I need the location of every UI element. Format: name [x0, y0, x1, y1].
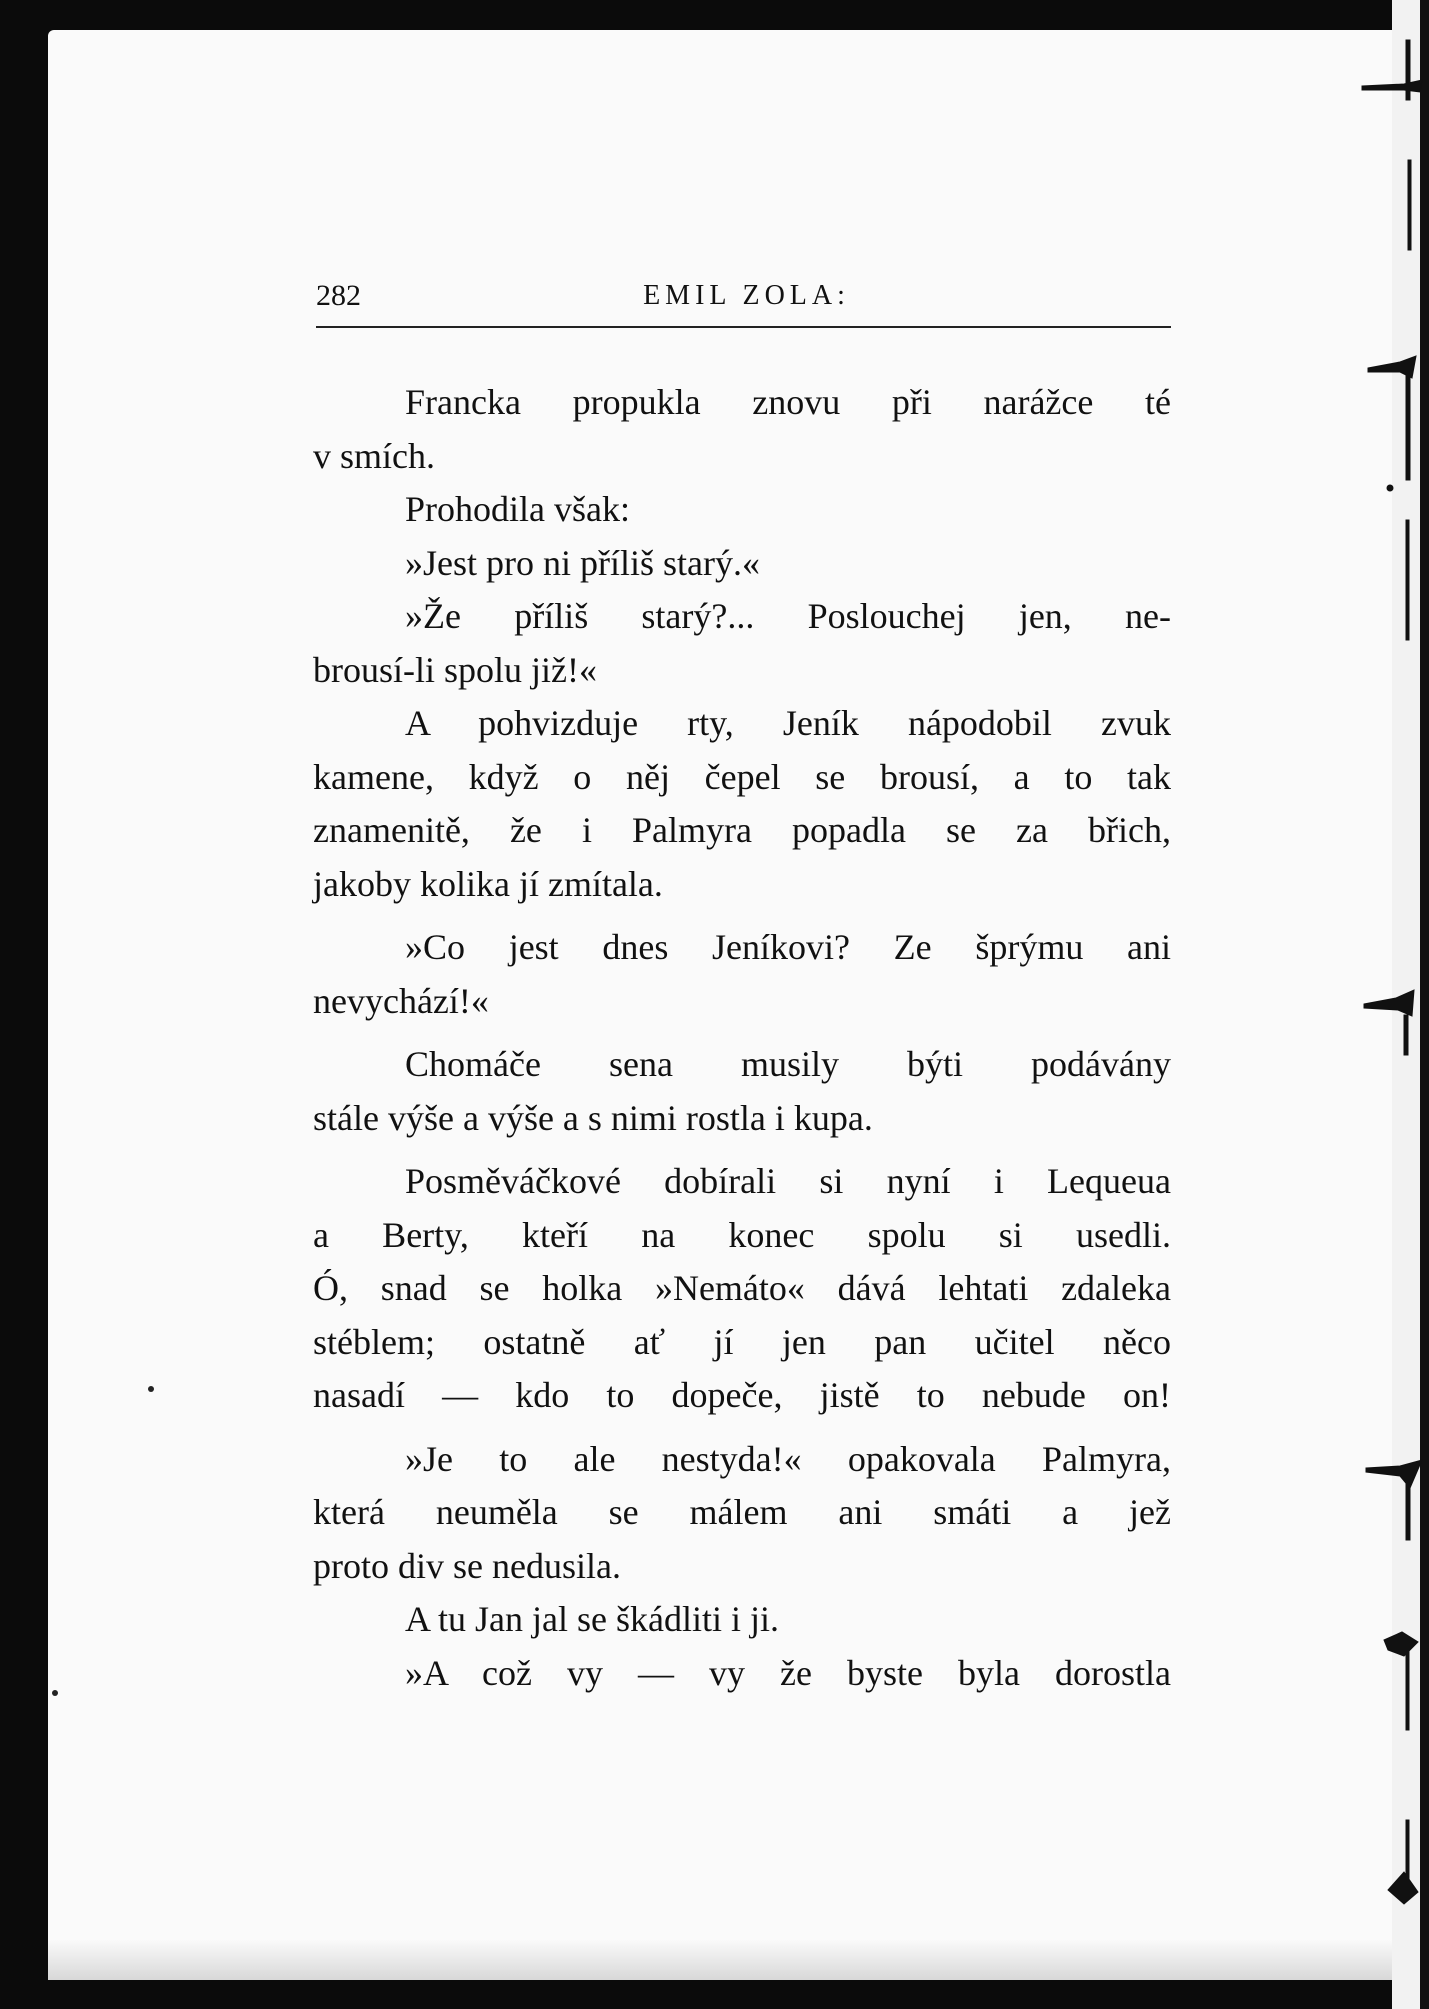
text-line: A pohvizduje rty, Jeník nápodobil zvuk: [405, 703, 1171, 743]
text-line: která neuměla se málem ani smáti a jež: [313, 1492, 1171, 1532]
text-line: Chomáče sena musily býti podávány: [405, 1044, 1171, 1084]
binding-marks: [1360, 0, 1429, 2009]
text-line: Ó, snad se holka »Nemáto« dává lehtati zdaleka: [313, 1268, 1171, 1308]
text-line: proto div se nedusila.: [313, 1545, 621, 1586]
stray-dot: [148, 1386, 154, 1392]
text-line: nevychází!«: [313, 980, 489, 1021]
stray-dot: [52, 1690, 58, 1696]
text-line: brousí-li spolu již!«: [313, 649, 597, 690]
text-line: »A což vy — vy že byste byla dorostla: [405, 1652, 1171, 1693]
running-head: EMIL ZOLA:: [643, 280, 850, 311]
text-line: kamene, když o něj čepel se brousí, a to tak: [313, 756, 1171, 797]
text-line: »Že příliš starý?... Poslouchej jen, ne-: [405, 596, 1171, 636]
text-line: jakoby kolika jí zmítala.: [313, 863, 663, 904]
text-line: Francka propukla znovu při narážce té: [405, 382, 1171, 422]
text-line: A tu Jan jal se škádliti i ji.: [405, 1599, 779, 1639]
page-header: [316, 276, 1171, 320]
text-line: v smích.: [313, 435, 435, 476]
text-line: »Je to ale nestyda!« opakovala Palmyra,: [405, 1438, 1171, 1479]
text-line: a Berty, kteří na konec spolu si usedli.: [313, 1214, 1171, 1255]
page-bottom-shadow: [48, 1940, 1392, 1980]
page-number: 282: [316, 279, 361, 312]
text-line: znamenitě, že i Palmyra popadla se za břich,: [313, 810, 1171, 850]
text-line: nasadí — kdo to dopeče, jistě to nebude on!: [313, 1375, 1171, 1415]
text-line: stále výše a výše a s nimi rostla i kupa.: [313, 1097, 873, 1138]
header-rule: [316, 326, 1171, 328]
text-line: Posměváčkové dobírali si nyní i Lequeua: [405, 1161, 1171, 1201]
text-line: »Co jest dnes Jeníkovi? Ze šprýmu ani: [405, 927, 1171, 967]
text-line: stéblem; ostatně ať jí jen pan učitel něco: [313, 1321, 1171, 1362]
text-line: Prohodila však:: [405, 489, 630, 529]
text-line: »Jest pro ni příliš starý.«: [405, 542, 760, 583]
body-text: [313, 376, 1171, 1700]
